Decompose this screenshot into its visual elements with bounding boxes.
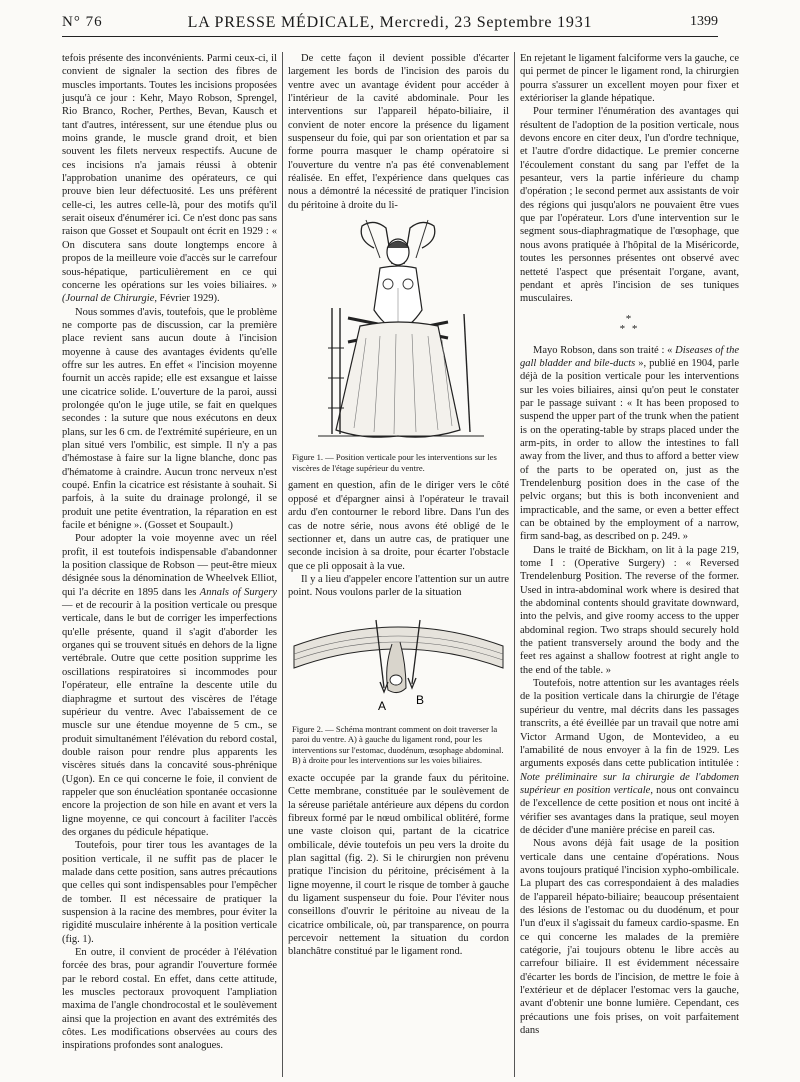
paragraph: Toutefois, notre attention sur les avantages réels de la position verticale dans la chirurgie de l'étage supérieur du ventre, mal décrits dans les passages transcrits, a été éveillée par un travail que notre ami Victor Armand Ugon, de Montevideo, a eu l'amabilité de nous envoyer à la fin de 1929. Les arguments exposés dans cette publication intitulée : Note préliminaire sur la chirurgie de l'abdomen supérieur en position verticale, nous ont convaincu de l'excellence de cette position et nous ont incité à vérifier ses avantages dans la pratique, seul moyen de décider d'une manière précise en pareil cas. [520,678,739,836]
paragraph: Il y a lieu d'appeler encore l'attention sur un autre point. Nous voulons parler de la situation [288,573,509,599]
paragraph: exacte occupée par la grande faux du péritoine. Cette membrane, constituée par le soulèvement de la séreuse pariétale antérieure aux dépens du cordon fibreux formé par le nœud ombilical oblitéré, forme une vaste cloison qui, partant de la cicatrice ombilicale, dévie toutefois un peu vers la droite du plan sagittal (fig. 2). Si le chirurgien non prévenu pratique l'incision du péritoine, précisément à la ligne moyenne, il court le risque de tomber à gauche du ligament suspenseur du foie. Pour l'éviter nous conseillons d'ouvrir le péritoine au niveau de la cicatrice ombilicale, où, par transparence, on pourra percevoir nettement la situation du cordon blanchâtre constitué par le ligament rond. [288,772,509,958]
figure-2-label-b: B [416,692,425,707]
paragraph: Nous avons déjà fait usage de la position verticale dans une centaine d'opérations. Nous avons toujours pratiqué l'incision xypho-ombilicale. La plupart des cas correspondaient à des maladies de l'appareil hépato-biliaire; beaucoup présentaient des lésions de l'estomac ou du duodénum, et pour l'un d'eux il s'agissait du fameux cardio-spasme. En ce qui concerne les malades de la première catégorie, j'ai toujours obtenu le libre accès au carrefour biliaire. Il est évidemment nécessaire d'écarter les bords de l'incision, de mettre le foie à l'extérieur et de déplacer l'estomac vers la gauche, avant d'obtenir une bonne lumière. Cependant, ces précautions une fois prises, on voit parfaitement dans [520,838,739,1037]
page-number: 1399 [690,14,718,29]
column-1 [62,52,277,1053]
paragraph: Pour terminer l'énumération des avantages qui résultent de l'adoption de la position verticale, nous devons encore en citer deux, l'un d'ordre technique, et l'autre d'ordre didactique. Le premier concerne l'écoulement constant du sang par l'effet de la pesanteur, vers la partie inférieure du champ d'opération ; le second permet aux assistants de voir des régions qui jusqu'alors ne pouvaient être vues que par l'opérateur. Lors d'une intervention sur le segment sous-diaphragmatique de l'œsophage, que nous avons pratiquée à l'hôpital de la Miséricorde, toutes les personnes présentes ont observé avec netteté l'aspect que présentait l'organe, avant, pendant et après l'incision de ses tuniques musculaires. [520,106,739,305]
page-header [62,14,718,38]
paragraph: Dans le traité de Bickham, on lit à la page 219, tome I : (Operative Surgery) : « Reversed Trendelenburg Position. The reverse of the former. Used in intra-abdominal work where is desired that the abdominal contents should gravitate downward, into the pelvis, and give roomy access to the upper abdominal region. Two straps should securely hold the patient transversely around the body and the feet res against a shallow footrest at right angle to the end of the table. » [520,544,739,676]
paragraph: gament en question, afin de le diriger vers le côté opposé et d'épargner ainsi à l'opérateur le travail ardu d'en contourner le rebord libre. Dans l'un des cas de notre série, nous avons été obligé de le sectionner et, dans un autre cas, de pratiquer une seconde incision à sa droite, pour écarter l'obstacle que ce pli opposait à la vue. [288,480,509,572]
column-divider [282,52,283,1077]
paragraph: Pour adopter la voie moyenne avec un réel profit, il est toutefois indispensable d'abandonner la position classique de Robson — peut-être mieux désignée sous la dénomination de Wheelvek Elliot, qui l'a décrite en 1895 dans les Annals of Surgery — et de recourir à la position verticale ou presque verticale, dans le but de corriger les imperfections qu'elle présente, quand il s'agit d'aborder les organes qui se trouvent situés en dehors de la ligne vertébrale. Outre que cette position supprime les oscillations respiratoires si incommodes pour l'opérateur, elle entraîne la descente utile du diaphragme et surtout des viscères de l'étage supérieur du ventre. Avec l'abaissement de ce muscle sur une étendue moyenne de 5 cm., se produit simultanément l'élévation du rebord costal, double raison pour rendre plus apparents les viscères situés dans la concavité sous-phrénique (Ugon). En ce qui concerne le foie, il convient de rappeler que son énucléation spontanée occasionne encore la projection de son hile en avant et vers la ligne moyenne, ce qui concourt à faciliter l'accès des organes du pédicule hépatique. [62,533,277,838]
figure-1-caption: Figure 1. — Position verticale pour les interventions sur les viscères de l'étage supérieur du ventre. [292,452,497,473]
paragraph: Nous sommes d'avis, toutefois, que le problème ne comporte pas de discussion, car la première place revient sans aucun doute à l'incision moyenne à cause des avantages évidents qu'elle offre sur les autres. En effet « l'incision moyenne fournit un accès rapide; elle est exsangue et laisse une cicatrice solide. L'ouverture de la paroi, aussi prolongée qu'on le juge utile, se fait en quelques secondes : la suture que nous exécutons en deux plans, sur les 6 cm. de l'extrémité supérieure, en un plan situé vers l'ombilic, est simple. Il n'y a pas d'hémostase à faire sur la ligne blanche, donc pas d'hématome à craindre. Aucun tronc nerveux n'est coupé. Enfin la cicatrice est résistante à souhait. Si parfois, à la suite du drainage prolongé, il se produit une petite éventration, la réparation en est facile et bénigne ». (Gosset et Soupault.) [62,306,277,532]
paragraph: De cette façon il devient possible d'écarter largement les bords de l'incision des parois du ventre avec un avantage évident pour accéder à l'intérieur de la cavité abdominale. Pour les interventions sur l'appareil hépato-biliaire, il convient de noter encore la présence du ligament suspenseur du foie, qui par son orientation et par sa forme pourra masquer le champ opératoire si l'ouverture du ventre n'a pas été convenablement réalisée. En effet, l'expérience dans quelques cas nous a démontré la nécessité de pratiquer l'incision du péritoine à droite du li- [288,53,509,211]
paragraph: Toutefois, pour tirer tous les avantages de la position verticale, il ne suffit pas de placer le malade dans cette position, sans autres précautions que celles qui sont indispensables pour l'empêcher de tomber. Il est nécessaire de pratiquer la suspension à la racine des membres, pour éviter la rigidité musculaire inhérente à la position verticale (fig. 1). [62,840,277,945]
paragraph: En rejetant le ligament falciforme vers la gauche, ce qui permet de pincer le ligament rond, la chirurgien pourra s'assurer un excellent moyen pour fixer et extérioriser la glande hépatique. [520,53,739,105]
issue-number: N° 76 [62,14,103,30]
paragraph: En outre, il convient de procéder à l'élévation forcée des bras, pour agrandir l'ouverture formée par le rebord costal. En effet, dans cette attitude, les muscles pectoraux provoquent l'ampliation maxima de l'angle chondrocostal et le soulèvement ainsi que la projection en avant des extrémités des côtes. Les modifications observées au cours des inspirations profondes sont analogues. [62,947,277,1052]
header-rule [62,36,718,37]
column-3 [520,52,739,1037]
section-separator: * * * [619,312,640,335]
column-2 [288,52,509,959]
figure-2-abdominal-wall-section-diagram [288,606,509,716]
figure-1-standing-patient-illustration [288,218,509,444]
figure-2-label-a: A [378,698,387,713]
figure-2-caption: Figure 2. — Schéma montrant comment on doit traverser la paroi du ventre. A) à gauche du ligament rond, pour les interventions sur l'estomac, duodénum, œsophage abdominal. B) à droite pour les interventions sur les voies biliaires. [292,723,504,766]
paragraph: tefois présente des inconvénients. Parmi ceux-ci, il convient de signaler la section des fibres de muscles importants. Toutes les incisions proposées jusqu'à ce jour : Kehr, Mayo Robson, Sprengel, Rio Branco, Rocher, Perthes, Bevan, Kausch et tant d'autres, intéressent, sur une étendue plus ou moins grande, le muscle grand droit, et bien souvent les filets nerveux respectifs. Aucune de ces incisions n'a jamais réussi à obtenir l'approbation unanime des opérateurs, ce qui prouve bien leur défectuosité. Les uns préfèrent celle-ci, les autres celle-là, pour des motifs qu'il serait oiseux d'énumérer ici. Ce n'est donc pas sans raison que Gosset et Soupault ont écrit en 1929 : « On discutera sans doute longtemps encore à propos de la meilleure voie d'accès sur le carrefour sous-hépatique, particulièrement en ce qui concerne les opérations sur les voies biliaires. » (Journal de Chirurgie, Février 1929). [62,53,277,305]
journal-title: LA PRESSE MÉDICALE, Mercredi, 23 Septembre 1931 [187,14,593,31]
column-divider [514,52,515,1077]
paragraph: Mayo Robson, dans son traité : « Diseases of the gall bladder and bile-ducts », publié en 1904, parle déjà de la position verticale pour les interventions sur les voies biliaires, ainsi qu'on peut le constater par le passage suivant : « It has been proposed to suspend the upper part of the trunk when the patient is on the operating-table by straps placed under the arm-pits, in order to allow the intestines to fall away from the liver, and thus to afford a better view of the parts to be operated on, just as the Trendelenburg position does in the case of the pelvic organs; but this is both inconvenient and impracticable, and the same, or even a better effect can be obtained by the employment of a narrow, firm sand-bag, as described on p. 249. » [520,344,740,543]
